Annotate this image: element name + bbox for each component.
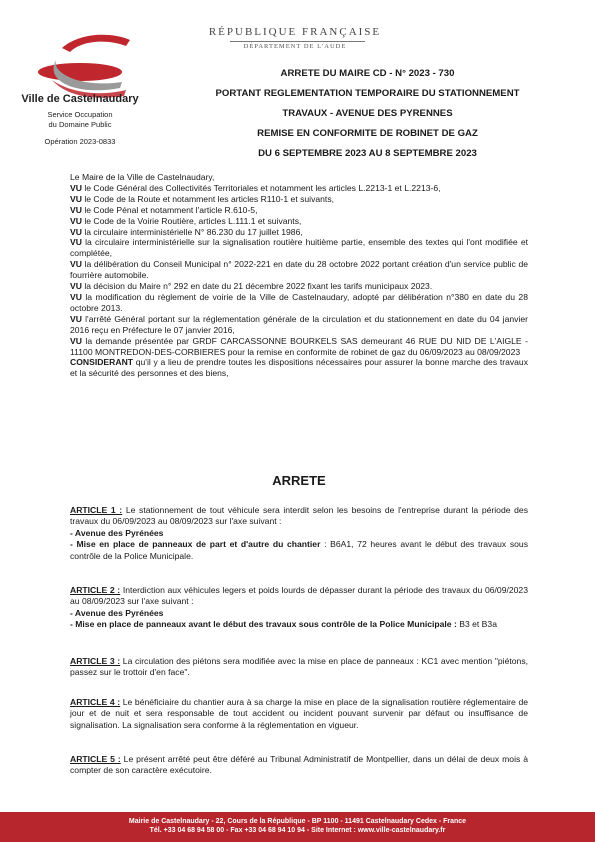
footer bbox=[0, 812, 595, 842]
article-3: ARTICLE 3 : La circulation des piétons sera modifiée avec la mise en place de panneaux : KC1 avec mention "piétons, passez sur le trottoir d'en face". bbox=[70, 656, 529, 678]
preamble-item: VU la circulaire interministérielle N° 86.230 du 17 juillet 1986, bbox=[70, 226, 303, 237]
decree-title-line-2: PORTANT REGLEMENTATION TEMPORAIRE DU STATIONNEMENT bbox=[215, 88, 520, 99]
preamble-intro: Le Maire de la Ville de Castelnaudary, bbox=[70, 172, 215, 182]
footer-address: Mairie de Castelnaudary - 22, Cours de la République - BP 1100 - 11491 Castelnaudary Cedex - France bbox=[128, 818, 467, 825]
preamble-item: VU la décision du Maire n° 292 en date du 21 décembre 2022 fixant les tarifs municipaux 2023. bbox=[70, 281, 433, 292]
article-1-title: ARTICLE 1 : bbox=[70, 505, 123, 515]
article-3-title: ARTICLE 3 : bbox=[70, 656, 121, 666]
preamble-item: VU la circulaire interministérielle sur la signalisation routière huitième partie, ensemble des textes qui l'ont modifiée et complétée, bbox=[70, 237, 528, 259]
decree-title-line-4: REMISE EN CONFORMITE DE ROBINET DE GAZ bbox=[257, 128, 478, 139]
preamble-item: VU le Code Pénal et notamment l'article R.610-5, bbox=[70, 204, 258, 215]
city-logo bbox=[22, 30, 140, 100]
article-2: ARTICLE 2 : Interdiction aux véhicules legers et poids lourds de dépasser durant la période des travaux du 06/09/2023 au 08/09/2023 sur l'axe suivant : - Avenue des Pyrénées - Mise en place de panneaux avant le début des travaux sous contrôle de la Police Municipale : B3 et B3a bbox=[70, 585, 528, 630]
organization-name: Ville de Castelnaudary bbox=[21, 93, 139, 105]
preamble-item: VU la demande présentée par GRDF CARCASSONNE BOURKELS SAS demeurant 46 RUE DU NID DE L'AIGLE - 11100 MONTREDON-DES-CORBIERES pour la remise en conformite de robinet de gaz du 06/09/2023 au 08/09/2023 bbox=[70, 335, 528, 357]
article-1-street: - Avenue des Pyrénées bbox=[70, 527, 164, 538]
article-4-title: ARTICLE 4 : bbox=[70, 697, 121, 707]
arrete-heading: ARRETE bbox=[272, 473, 326, 488]
article-1: ARTICLE 1 : Le stationnement de tout véhicule sera interdit selon les besoins de l'entreprise durant la période des travaux du 06/09/2023 au 08/09/2023 sur l'axe suivant : - Avenue des Pyrénées - Mise en place de panneaux de part et d'autre du chantier : B6A1, 72 heures avant le début des travaux sous contrôle de la Police Municipale. bbox=[70, 505, 529, 561]
article-5: ARTICLE 5 : Le présent arrêté peut être déféré au Tribunal Administratif de Montpellier, dans un délai de deux mois à compter de son caractère exécutoire. bbox=[70, 754, 528, 776]
article-2-title: ARTICLE 2 : bbox=[70, 585, 121, 595]
operation-number: Opération 2023-0833 bbox=[44, 137, 116, 146]
preamble-item: VU le Code de la Route et notamment les articles R110-1 et suivants, bbox=[70, 193, 335, 204]
preamble-item: CONSIDERANT qu'il y a lieu de prendre toutes les dispositions nécessaires pour assurer la bonne marche des travaux et la sécurité des personnes et des biens, bbox=[70, 357, 528, 379]
divider bbox=[230, 41, 365, 42]
article-2-street: - Avenue des Pyrénées bbox=[70, 607, 164, 618]
footer-contact: Tél. +33 04 68 94 58 00 - Fax +33 04 68 94 10 94 - Site Internet : www.ville-castelnaudary.fr bbox=[149, 827, 446, 834]
preamble bbox=[70, 172, 528, 379]
preamble-item: VU l'arrêté Général portant sur la réglementation générale de la circulation et du stationnement en date du 04 janvier 2016 reçu en Préfecture le 07 janvier 2016, bbox=[70, 313, 528, 335]
department-label: DÉPARTEMENT DE L'AUDE bbox=[243, 43, 347, 50]
service-name bbox=[20, 110, 140, 129]
preamble-item: VU le Code Général des Collectivités Territoriales et notamment les articles L.2213-1 et L.2213-6, bbox=[70, 182, 441, 193]
preamble-item: VU le Code de la Voirie Routière, articles L.111.1 et suivants, bbox=[70, 215, 302, 226]
article-5-title: ARTICLE 5 : bbox=[70, 754, 121, 764]
republic-title: RÉPUBLIQUE FRANÇAISE bbox=[208, 26, 382, 38]
decree-title-line-5: DU 6 SEPTEMBRE 2023 AU 8 SEPTEMBRE 2023 bbox=[258, 148, 477, 159]
service-line-1: Service Occupation bbox=[47, 110, 113, 119]
decree-title-line-3: TRAVAUX - AVENUE DES PYRENNES bbox=[282, 108, 453, 119]
decree-title-line-1: ARRETE DU MAIRE CD - N° 2023 - 730 bbox=[280, 68, 455, 79]
preamble-item: VU la modification du règlement de voirie de la Ville de Castelnaudary, adopté par délibération n°380 en date du 28 octobre 2013. bbox=[70, 291, 528, 313]
article-4: ARTICLE 4 : Le bénéficiaire du chantier aura à sa charge la mise en place de la signalisation routière réglementaire de jour et de nuit et sera responsable de tout accident ou incident pouvant survenir par défaut ou insuffisance de signalisation. La signalisation sera conforme à la réglementation en vigueur. bbox=[70, 697, 529, 730]
service-line-2: du Domaine Public bbox=[48, 119, 112, 129]
preamble-item: VU la délibération du Conseil Municipal n° 2022-221 en date du 28 octobre 2022 portant création d'un service public de fourrière automobile. bbox=[70, 259, 528, 281]
